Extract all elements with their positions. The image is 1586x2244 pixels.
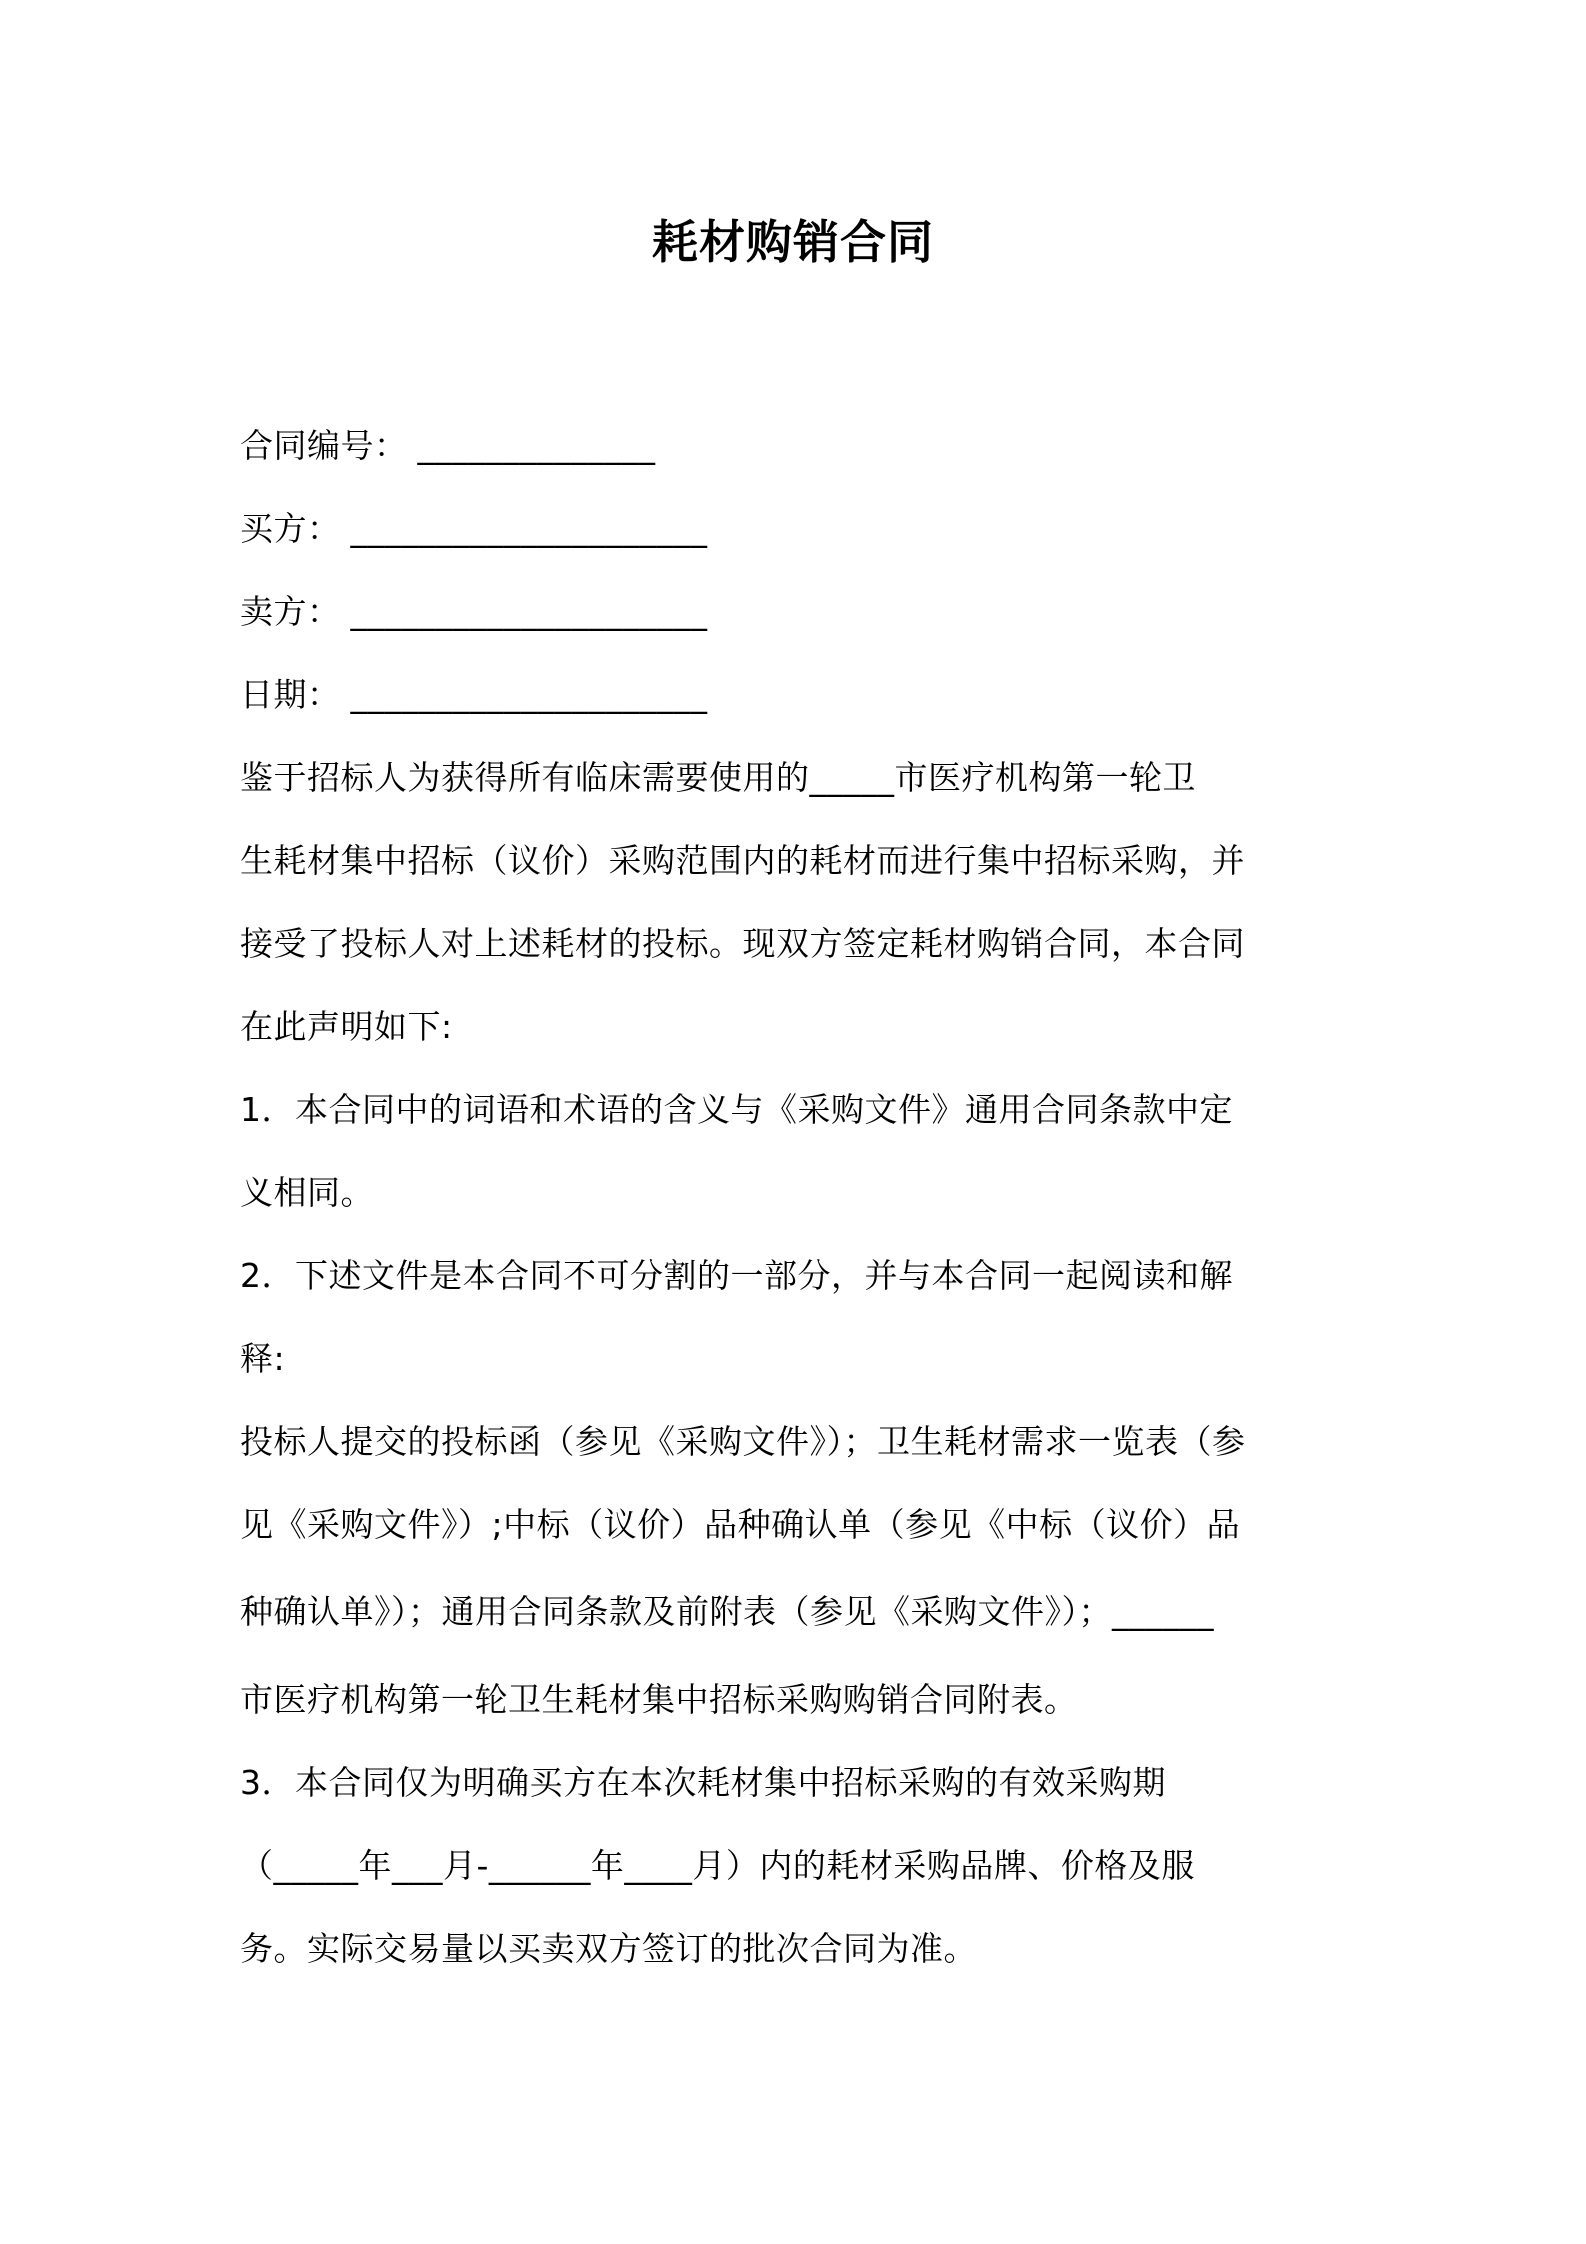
field-label: 买方： [240, 509, 341, 548]
field-label: 日期： [240, 675, 341, 714]
field-seller [240, 570, 1360, 653]
documents-list-paragraph [240, 1400, 1360, 1741]
paragraph-line: 见《采购文件》）;中标（议价）品种确认单（参见《中标（议价）品 [240, 1505, 1241, 1544]
paragraph-line: 3．本合同仅为明确买方在本次耗材集中招标采购的有效采购期 [240, 1763, 1166, 1802]
field-blank: ______________ [417, 426, 656, 465]
paragraph-line: 接受了投标人对上述耗材的投标。现双方签定耗材购销合同，本合同 [240, 924, 1245, 963]
paragraph-line: 市医疗机构第一轮卫生耗材集中招标采购购销合同附表。 [240, 1680, 1078, 1719]
paragraph-line: 种确认单》）；通用合同条款及前附表（参见《采购文件》）；______ [240, 1592, 1214, 1631]
document-body [240, 404, 1360, 1990]
field-blank: _____________________ [350, 675, 708, 714]
paragraph-line: 投标人提交的投标函（参见《采购文件》）；卫生耗材需求一览表（参 [240, 1422, 1246, 1461]
clause-1 [240, 1068, 1360, 1234]
field-label: 卖方： [240, 592, 341, 631]
paragraph-line: 在此声明如下: [240, 1007, 453, 1046]
field-contract-number [240, 404, 1360, 487]
paragraph-line: （_____年___月-______年____月）内的耗材采购品牌、价格及服 [240, 1846, 1195, 1885]
paragraph-line: 1．本合同中的词语和术语的含义与《采购文件》通用合同条款中定 [240, 1090, 1233, 1129]
clause-3 [240, 1741, 1360, 1990]
preamble-paragraph [240, 736, 1360, 1068]
paragraph-line: 释: [240, 1339, 286, 1378]
clause-2 [240, 1234, 1360, 1400]
paragraph-line: 鉴于招标人为获得所有临床需要使用的_____市医疗机构第一轮卫 [240, 758, 1196, 797]
paragraph-line: 生耗材集中招标（议价）采购范围内的耗材而进行集中招标采购，并 [240, 841, 1245, 880]
field-buyer [240, 487, 1360, 570]
paragraph-line: 义相同。 [240, 1173, 374, 1212]
paragraph-line: 务。实际交易量以买卖双方签订的批次合同为准。 [240, 1929, 977, 1968]
paragraph-line: 2．下述文件是本合同不可分割的一部分，并与本合同一起阅读和解 [240, 1256, 1233, 1295]
field-blank: _____________________ [350, 592, 708, 631]
document-title: 耗材购销合同 [652, 215, 934, 269]
field-label: 合同编号： [240, 426, 408, 465]
field-date [240, 653, 1360, 736]
field-blank: _____________________ [350, 509, 708, 548]
